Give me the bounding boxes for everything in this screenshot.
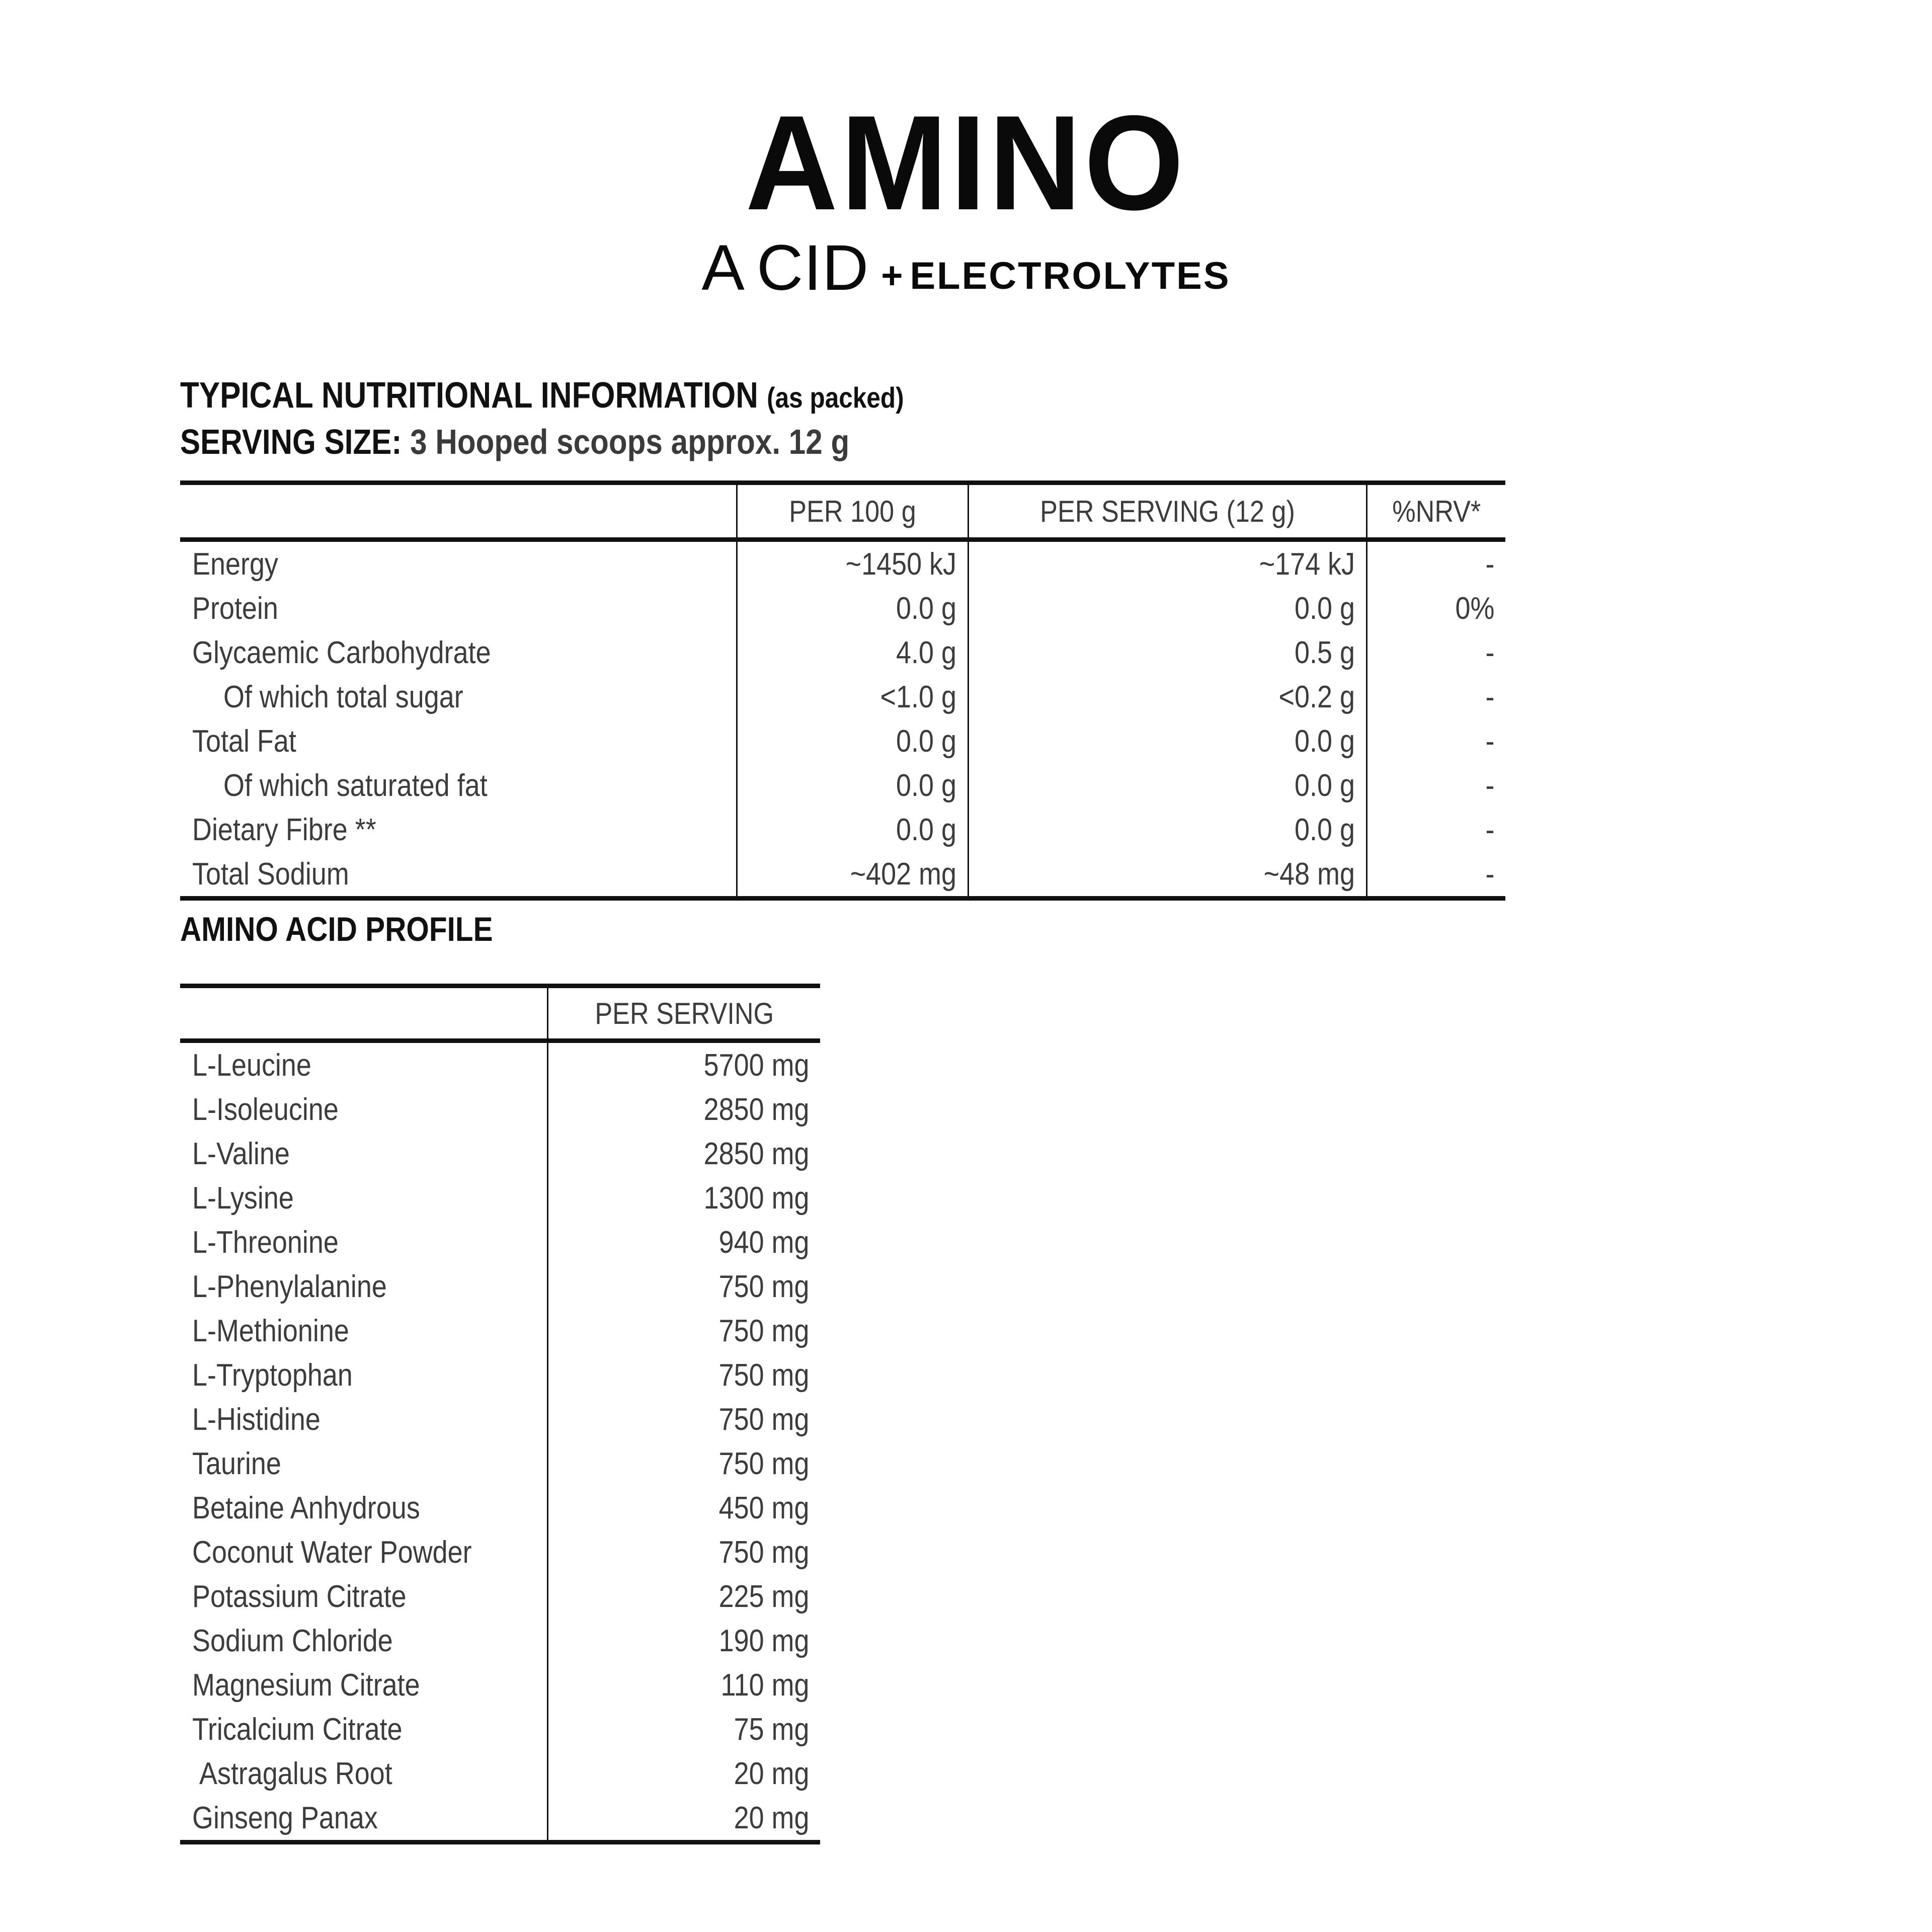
nutrient-label: Dietary Fibre ** (180, 808, 737, 852)
table-row (180, 1220, 820, 1264)
nutrient-per-100g: 0.0 g (737, 808, 968, 852)
nutrient-label: Of which total sugar (180, 675, 737, 719)
amino-ingredient-amount: 750 mg (547, 1264, 820, 1309)
amino-ingredient-amount: 1300 mg (547, 1176, 820, 1220)
nutritional-information-note: (as packed) (767, 382, 904, 414)
logo-acid-letters-cid: CID (756, 231, 869, 304)
amino-ingredient-amount: 450 mg (547, 1486, 820, 1530)
serving-size-heading (180, 422, 849, 462)
amino-ingredient-amount: 750 mg (547, 1397, 820, 1441)
table-row (180, 808, 1505, 852)
nutrient-nrv: 0% (1366, 586, 1505, 630)
amino-ingredient-name: Betaine Anhydrous (180, 1486, 547, 1530)
table-row (180, 540, 1505, 587)
nutrition-header-blank (180, 483, 737, 540)
nutrient-label: Total Fat (180, 719, 737, 763)
amino-ingredient-name: Magnesium Citrate (180, 1663, 547, 1707)
amino-ingredient-name: L-Histidine (180, 1397, 547, 1441)
nutrient-per-serving: ~174 kJ (968, 540, 1366, 587)
amino-acid-profile-title: AMINO ACID PROFILE (180, 910, 493, 948)
amino-header-per-serving: PER SERVING (547, 986, 820, 1041)
amino-acid-profile-heading (180, 910, 493, 949)
nutrient-nrv: - (1366, 852, 1505, 899)
nutrient-per-serving: <0.2 g (968, 675, 1366, 719)
product-logo (0, 87, 1932, 304)
amino-ingredient-name: Astragalus Root (180, 1751, 547, 1796)
amino-ingredient-amount: 940 mg (547, 1220, 820, 1264)
nutrient-per-serving: 0.0 g (968, 808, 1366, 852)
nutrition-header-per-serving: PER SERVING (12 g) (968, 483, 1366, 540)
nutrient-per-serving: 0.5 g (968, 630, 1366, 675)
table-row (180, 630, 1505, 675)
table-row (180, 1309, 820, 1353)
nutrient-label: Energy (180, 540, 737, 587)
serving-size-value: 3 Hooped scoops approx. 12 g (410, 422, 850, 461)
table-row (180, 675, 1505, 719)
nutrient-nrv: - (1366, 630, 1505, 675)
nutrient-per-serving: 0.0 g (968, 719, 1366, 763)
amino-ingredient-amount: 750 mg (547, 1441, 820, 1486)
nutrient-label: Glycaemic Carbohydrate (180, 630, 737, 675)
amino-ingredient-name: L-Tryptophan (180, 1353, 547, 1397)
table-row (180, 1132, 820, 1176)
nutrition-header-nrv: %NRV* (1366, 483, 1505, 540)
amino-ingredient-amount: 750 mg (547, 1309, 820, 1353)
nutrient-per-100g: ~1450 kJ (737, 540, 968, 587)
nutritional-information-table (180, 480, 1505, 901)
nutrient-per-100g: 0.0 g (737, 586, 968, 630)
nutrient-label: Of which saturated fat (180, 763, 737, 808)
amino-ingredient-amount: 225 mg (547, 1574, 820, 1619)
nutrition-table-header-row (180, 483, 1505, 540)
nutrient-per-100g: <1.0 g (737, 675, 968, 719)
amino-ingredient-name: Taurine (180, 1441, 547, 1486)
nutrient-per-100g: 0.0 g (737, 763, 968, 808)
nutrient-per-serving: ~48 mg (968, 852, 1366, 899)
table-row (180, 1751, 820, 1796)
table-row (180, 1441, 820, 1486)
table-row (180, 1176, 820, 1220)
nutritional-information-title: TYPICAL NUTRITIONAL INFORMATION (180, 375, 758, 416)
amino-ingredient-amount: 20 mg (547, 1751, 820, 1796)
amino-table-header-row (180, 986, 820, 1041)
amino-ingredient-name: L-Valine (180, 1132, 547, 1176)
logo-subline (0, 231, 1932, 304)
nutrient-nrv: - (1366, 719, 1505, 763)
table-row (180, 1397, 820, 1441)
amino-ingredient-name: Coconut Water Powder (180, 1530, 547, 1574)
amino-ingredient-name: Tricalcium Citrate (180, 1707, 547, 1751)
nutrition-table-body (180, 540, 1505, 899)
amino-ingredient-amount: 750 mg (547, 1353, 820, 1397)
nutrient-per-100g: 0.0 g (737, 719, 968, 763)
amino-ingredient-amount: 110 mg (547, 1663, 820, 1707)
table-row (180, 719, 1505, 763)
nutrient-nrv: - (1366, 540, 1505, 587)
logo-acid-letter-a: A (701, 231, 757, 304)
nutrition-header-per-100g: PER 100 g (737, 483, 968, 540)
amino-ingredient-amount: 20 mg (547, 1796, 820, 1842)
serving-size-label: SERVING SIZE: (180, 422, 402, 461)
nutrient-nrv: - (1366, 675, 1505, 719)
plus-icon: + (881, 254, 903, 296)
amino-table-body (180, 1041, 820, 1842)
table-row (180, 1486, 820, 1530)
amino-ingredient-name: L-Threonine (180, 1220, 547, 1264)
amino-ingredient-amount: 750 mg (547, 1530, 820, 1574)
table-row (180, 1353, 820, 1397)
amino-ingredient-name: L-Isoleucine (180, 1087, 547, 1132)
nutritional-information-heading (180, 375, 904, 416)
amino-ingredient-name: L-Phenylalanine (180, 1264, 547, 1309)
table-row (180, 852, 1505, 899)
nutrient-label: Protein (180, 586, 737, 630)
logo-wordmark-acid (701, 231, 869, 304)
table-row (180, 1087, 820, 1132)
nutrient-nrv: - (1366, 808, 1505, 852)
nutrient-per-serving: 0.0 g (968, 586, 1366, 630)
amino-header-blank (180, 986, 547, 1041)
table-row (180, 1796, 820, 1842)
amino-ingredient-amount: 5700 mg (547, 1041, 820, 1088)
table-row (180, 1574, 820, 1619)
table-row (180, 1264, 820, 1309)
table-row (180, 586, 1505, 630)
nutrient-nrv: - (1366, 763, 1505, 808)
amino-ingredient-name: Potassium Citrate (180, 1574, 547, 1619)
amino-ingredient-name: Ginseng Panax (180, 1796, 547, 1842)
table-row (180, 1663, 820, 1707)
amino-ingredient-amount: 2850 mg (547, 1087, 820, 1132)
amino-ingredient-name: L-Methionine (180, 1309, 547, 1353)
amino-ingredient-name: Sodium Chloride (180, 1619, 547, 1663)
nutrient-label: Total Sodium (180, 852, 737, 899)
nutrient-per-100g: ~402 mg (737, 852, 968, 899)
amino-ingredient-amount: 190 mg (547, 1619, 820, 1663)
table-row (180, 1619, 820, 1663)
nutrient-per-serving: 0.0 g (968, 763, 1366, 808)
amino-ingredient-name: L-Leucine (180, 1041, 547, 1088)
table-row (180, 1707, 820, 1751)
table-row (180, 1041, 820, 1088)
amino-ingredient-name: L-Lysine (180, 1176, 547, 1220)
amino-acid-profile-table (180, 984, 820, 1844)
table-row (180, 763, 1505, 808)
logo-wordmark-electrolytes: ELECTROLYTES (910, 254, 1231, 297)
table-row (180, 1530, 820, 1574)
nutrient-per-100g: 4.0 g (737, 630, 968, 675)
logo-wordmark-amino: AMINO (745, 87, 1187, 238)
amino-ingredient-amount: 2850 mg (547, 1132, 820, 1176)
amino-ingredient-amount: 75 mg (547, 1707, 820, 1751)
